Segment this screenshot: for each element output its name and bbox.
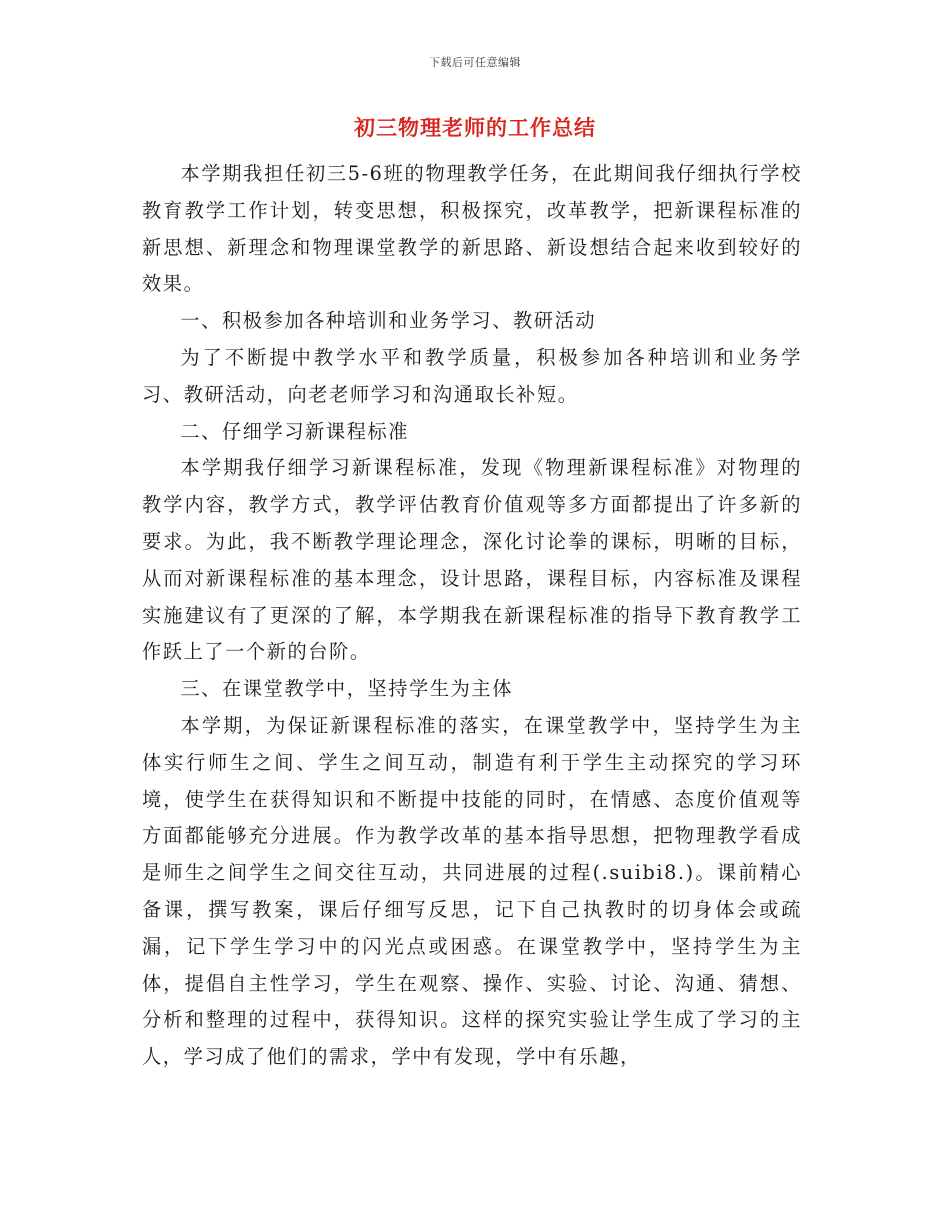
- section-heading-3: 三、在课堂教学中，坚持学生为主体: [180, 677, 513, 701]
- header-note: 下载后可任意编辑: [429, 56, 521, 69]
- paragraph-section-3: 本学期，为保证新课程标准的落实，在课堂教学中，坚持学生为主体实行师生之间、学生之间互动，制造有利于学生主动探究的学习环境，使学生在获得知识和不断提中技能的同时，在情感、态度价值观等方面都能够充分进展。作为教学改革的基本指导思想，把物理教学看成是师生之间学生之间交往互动，共同进展的过程(.suibi8.)。课前精心备课，撰写教案，课后仔细写反思，记下自己执教时的切身体会或疏漏，记下学生学习中的闪光点或困惑。在课堂教学中，坚持学生为主体，提倡自主性学习，学生在观察、操作、实验、讨论、沟通、猜想、分析和整理的过程中，获得知识。这样的探究实验让学生成了学习的主人，学习成了他们的需求，学中有发现，学中有乐趣，: [142, 713, 802, 1069]
- document-body: [142, 156, 802, 1076]
- document-title: 初三物理老师的工作总结: [354, 116, 596, 140]
- section-heading-2: 二、仔细学习新课程标准: [180, 419, 410, 443]
- section-heading-1: 一、积极参加各种培训和业务学习、教研活动: [180, 309, 597, 333]
- paragraph-section-1: 为了不断提中教学水平和教学质量，积极参加各种培训和业务学习、教研活动，向老老师学习和沟通取长补短。: [142, 345, 802, 406]
- paragraph-intro: 本学期我担任初三5-6班的物理教学任务，在此期间我仔细执行学校教育教学工作计划，转变思想，积极探究，改革教学，把新课程标准的新思想、新理念和物理课堂教学的新思路、新设想结合起来收到较好的效果。: [142, 162, 802, 296]
- paragraph-section-2: 本学期我仔细学习新课程标准，发现《物理新课程标准》对物理的教学内容，教学方式，教学评估教育价值观等多方面都提出了许多新的要求。为此，我不断教学理论理念，深化讨论拳的课标，明晰的目标，从而对新课程标准的基本理念，设计思路，课程目标，内容标准及课程实施建议有了更深的了解，本学期我在新课程标准的指导下教育教学工作跃上了一个新的台阶。: [142, 456, 802, 664]
